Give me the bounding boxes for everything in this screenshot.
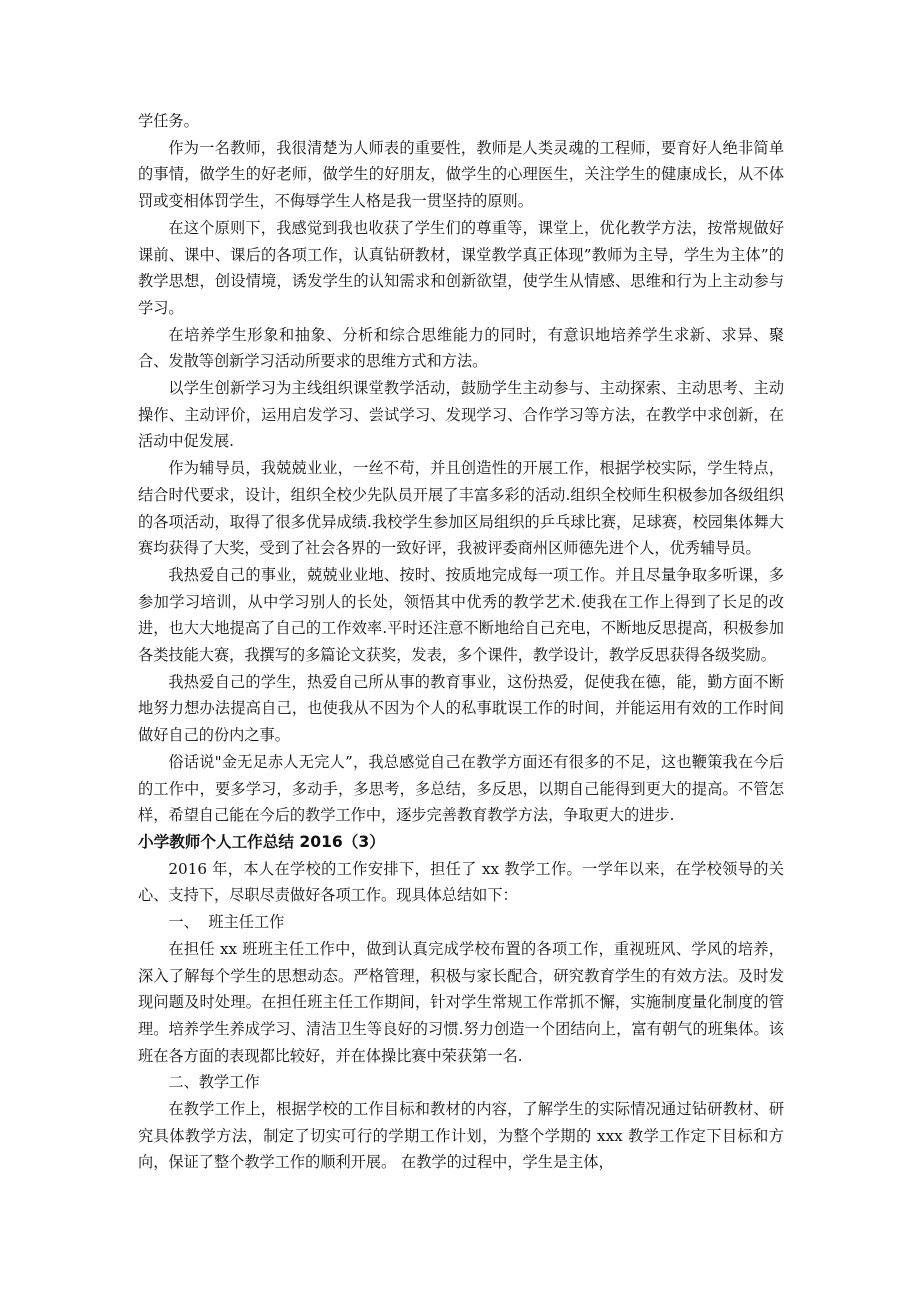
- subheading-teaching: 二、教学工作: [168, 1073, 260, 1092]
- paragraph: 俗话说"金无足赤人无完人”，我总感觉自己在教学方面还有很多的不足，这也鞭策我在今后的工作中，要多学习，多动手，多思考，多总结，多反思，以期自己能得到更大的提高。不管怎样，希望自己能在今后的教学工作中，逐步完善教育教学方法，争取更大的进步.: [138, 752, 784, 825]
- paragraph: 我热爱自己的学生，热爱自己所从事的教育事业，这份热爱，促使我在德，能，勤方面不断地努力想办法提高自己，也使我从不因为个人的私事耽误工作的时间，并能运用有效的工作时间做好自己的份内之事。: [138, 672, 784, 745]
- paragraph: 作为辅导员，我兢兢业业，一丝不苟，并且创造性的开展工作，根据学校实际，学生特点，结合时代要求，设计，组织全校少先队员开展了丰富多彩的活动.组织全校师生积极参加各级组织的各项活动，取得了很多优异成绩.我校学生参加区局组织的乒乓球比赛，足球赛，校园集体舞大赛均获得了大奖，受到了社会各界的一致好评，我被评委商州区师德先进个人，优秀辅导员。: [138, 459, 784, 558]
- paragraph: 以学生创新学习为主线组织课堂教学活动，鼓励学生主动参与、主动探索、主动思考、主动操作、主动评价，运用启发学习、尝试学习、发现学习、合作学习等方法，在教学中求创新，在活动中促发展.: [138, 379, 784, 451]
- paragraph: 在担任 xx 班班主任工作中，做到认真完成学校布置的各项工作，重视班风、学风的培养，深入了解每个学生的思想动态。严格管理，积极与家长配合，研究教育学生的有效方法。及时发现问题及时处理。在担任班主任工作期间，针对学生常规工作常抓不懈，实施制度量化制度的管理。培养学生养成学习、清洁卫生等良好的习惯.努力创造一个团结向上，富有朝气的班集体。该班在各方面的表现都比较好，并在体操比赛中荣获第一名.: [138, 939, 784, 1065]
- paragraph: 在教学工作上，根据学校的工作目标和教材的内容，了解学生的实际情况通过钻研教材、研究具体教学方法，制定了切实可行的学期工作计划，为整个学期的 xxx 教学工作定下目标和方向，保证了整个教学工作的顺利开展。 在教学的过程中，学生是主体，: [138, 1100, 784, 1172]
- section-title: 小学教师个人工作总结 2016（3）: [138, 832, 385, 851]
- paragraph: 作为一名教师，我很清楚为人师表的重要性，教师是人类灵魂的工程师，要育好人绝非简单的事情，做学生的好老师，做学生的好朋友，做学生的心理医生，关注学生的健康成长，从不体罚或变相体罚学生，不侮辱学生人格是我一贯坚持的原则。: [138, 138, 784, 211]
- intro-paragraph: 2016 年，本人在学校的工作安排下，担任了 xx 教学工作。一学年以来，在学校领导的关心、支持下，尽职尽责做好各项工作。现具体总结如下：: [138, 859, 784, 905]
- paragraph: 在这个原则下，我感觉到我也收获了学生们的尊重等，课堂上，优化教学方法，按常规做好课前、课中、课后的各项工作，认真钻研教材，课堂教学真正体现”教师为主导，学生为主体”的教学思想，创设情境，诱发学生的认知需求和创新欲望，使学生从情感、思维和行为上主动参与学习。: [138, 218, 784, 317]
- document-page: [138, 108, 784, 1176]
- subheading-class-teacher: 一、 班主任工作: [168, 913, 285, 932]
- paragraph: 我热爱自己的事业，兢兢业业地、按时、按质地完成每一项工作。并且尽量争取多听课，多参加学习培训，从中学习别人的长处，领悟其中优秀的教学艺术.使我在工作上得到了长足的改进，也大大地提高了自己的工作效率.平时还注意不断地给自己充电，不断地反思提高，积极参加各类技能大赛，我撰写的多篇论文获奖，发表，多个课件，教学设计，教学反思获得各级奖励。: [138, 565, 784, 665]
- paragraph: 在培养学生形象和抽象、分析和综合思维能力的同时，有意识地培养学生求新、求异、聚合、发散等创新学习活动所要求的思维方式和方法。: [138, 325, 784, 371]
- continuation-line: 学任务。: [138, 112, 199, 130]
